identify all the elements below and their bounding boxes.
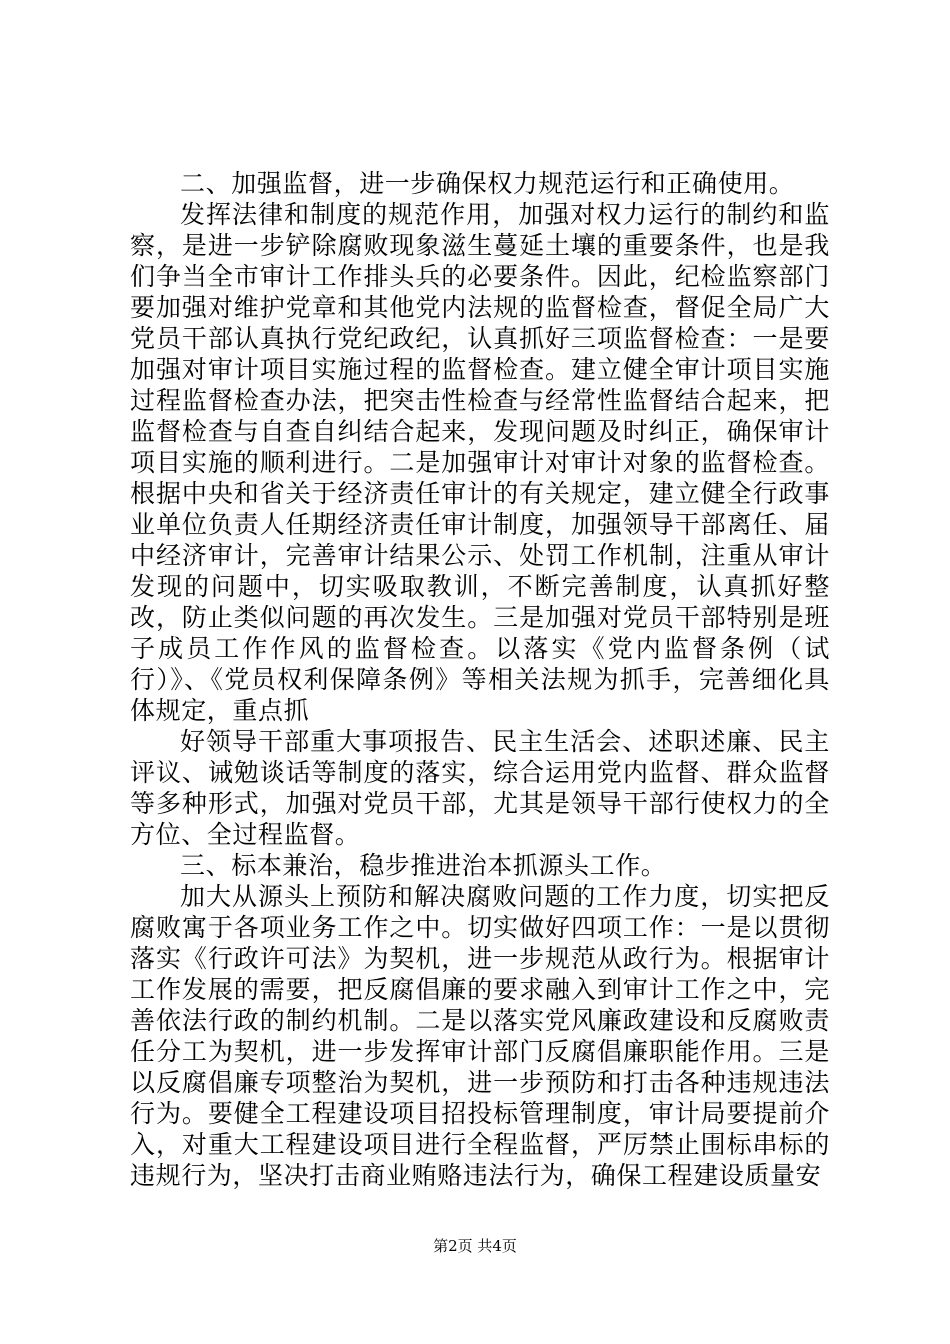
document-body <box>130 168 830 1191</box>
body-paragraph: 加大从源头上预防和解决腐败问题的工作力度，切实把反腐败寓于各项业务工作之中。切实做好四项工作：一是以贯彻落实《行政许可法》为契机，进一步规范从政行为。根据审计工作发展的需要，把反腐倡廉的要求融入到审计工作之中，完善依法行政的制约机制。二是以落实党风廉政建设和反腐败责任分工为契机，进一步发挥审计部门反腐倡廉职能作用。三是以反腐倡廉专项整治为契机，进一步预防和打击各种违规违法行为。要健全工程建设项目招投标管理制度，审计局要提前介入，对重大工程建设项目进行全程监督，严厉禁止围标串标的违规行为，坚决打击商业贿赂违法行为，确保工程建设质量安 <box>130 882 830 1190</box>
section-heading-3: 三、标本兼治，稳步推进治本抓源头工作。 <box>180 851 667 880</box>
section-heading-2: 二、加强监督，进一步确保权力规范运行和正确使用。 <box>180 169 795 198</box>
body-paragraph: 发挥法律和制度的规范作用，加强对权力运行的制约和监察，是进一步铲除腐败现象滋生蔓延土壤的重要条件，也是我们争当全市审计工作排头兵的必要条件。因此，纪检监察部门要加强对维护党章和其他党内法规的监督检查，督促全局广大党员干部认真执行党纪政纪，认真抓好三项监督检查：一是要加强对审计项目实施过程的监督检查。建立健全审计项目实施过程监督检查办法，把突击性检查与经常性监督结合起来，把监督检查与自查自纠结合起来，发现问题及时纠正，确保审计项目实施的顺利进行。二是加强审计对审计对象的监督检查。根据中央和省关于经济责任审计的有关规定，建立健全行政事业单位负责人任期经济责任审计制度，加强领导干部离任、届中经济审计，完善审计结果公示、处罚工作机制，注重从审计发现的问题中，切实吸取教训，不断完善制度，认真抓好整改，防止类似问题的再次发生。三是加强对党员干部特别是班子成员工作作风的监督检查。以落实《党内监督条例（试行）》、《党员权利保障条例》等相关法规为抓手，完善细化具体规定，重点抓 <box>130 200 830 725</box>
body-paragraph: 好领导干部重大事项报告、民主生活会、述职述廉、民主评议、诫勉谈话等制度的落实，综合运用党内监督、群众监督等多种形式，加强对党员干部，尤其是领导干部行使权力的全方位、全过程监督。 <box>130 727 830 849</box>
page-number-footer: 第2页 共4页 <box>433 1237 517 1255</box>
